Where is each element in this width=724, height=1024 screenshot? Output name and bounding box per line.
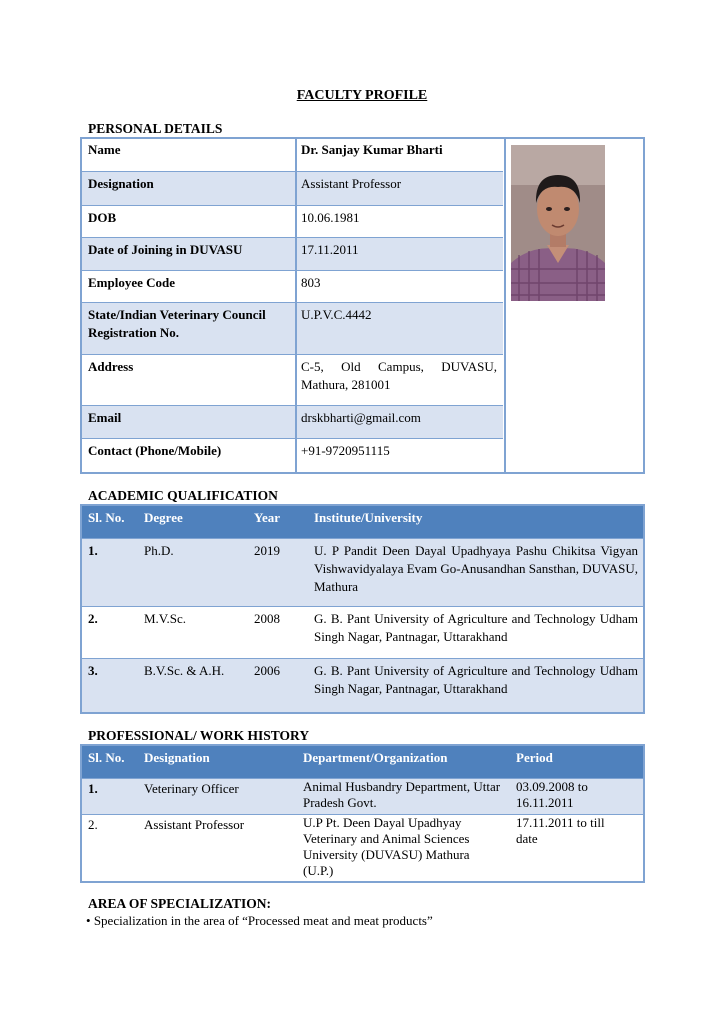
field-label: Name [88,142,121,157]
table-row [82,607,643,659]
degree: Ph.D. [144,543,174,558]
bullet: • [86,913,91,928]
work-history-heading: PROFESSIONAL/ WORK HISTORY [88,728,310,743]
profile-photo [511,145,605,301]
department: U.P Pt. Deen Dayal Upadhyay Veterinary and Animal Sciences University (DUVASU) Mathura (U.P.) [303,815,470,878]
field-value: C-5, Old Campus, DUVASU, Mathura, 281001 [301,359,497,392]
field-value: 10.06.1981 [301,210,360,225]
work-history-table [80,744,645,883]
institute: G. B. Pant University of Agriculture and Technology Udham Singh Nagar, Pantnagar, Uttarakhand [314,611,638,644]
field-value: Assistant Professor [301,176,402,191]
field-label: Employee Code [88,275,176,290]
field-value: drskbharti@gmail.com [301,410,421,425]
designation: Assistant Professor [144,817,245,832]
header-period: Period [516,750,553,765]
designation: Veterinary Officer [144,781,239,796]
page-title: FACULTY PROFILE [296,88,428,103]
field-label: Contact (Phone/Mobile) [88,443,222,458]
year: 2006 [254,663,280,678]
specialization-item [86,913,433,929]
specialization-heading: AREA OF SPECIALIZATION: [88,896,272,911]
field-value: +91-9720951115 [301,443,390,458]
degree: M.V.Sc. [144,611,187,626]
year: 2019 [254,543,280,558]
header-designation: Designation [144,750,210,765]
sl-no: 2. [88,817,98,832]
period: 03.09.2008 to 16.11.2011 [516,779,588,810]
field-label: Date of Joining in DUVASU [88,242,243,257]
header-sl-no: Sl. No. [88,510,125,525]
table-row [82,539,643,607]
personal-details-heading: PERSONAL DETAILS [88,121,223,136]
sl-no: 1. [88,543,98,558]
work-header-row [82,746,643,779]
academic-header-row [82,506,643,539]
field-label: Address [88,359,134,374]
year: 2008 [254,611,280,626]
table-row [82,779,643,815]
photo-image [511,145,605,301]
header-institute: Institute/University [314,510,423,525]
institute: U. P Pandit Deen Dayal Upadhyaya Pashu Chikitsa Vigyan Vishwavidyalaya Evam Go-Anusandhan Sansthan, DUVASU, Mathura [314,543,638,594]
field-value: U.P.V.C.4442 [301,307,372,322]
header-degree: Degree [144,510,183,525]
field-label: Designation [88,176,154,191]
department: Animal Husbandry Department, Uttar Pradesh Govt. [303,779,501,810]
field-value: 17.11.2011 [301,242,359,257]
sl-no: 3. [88,663,98,678]
field-label: Email [88,410,122,425]
sl-no: 2. [88,611,98,626]
academic-table [80,504,645,714]
field-value: Dr. Sanjay Kumar Bharti [301,142,443,157]
field-label: DOB [88,210,117,225]
header-year: Year [254,510,280,525]
sl-no: 1. [88,781,98,796]
degree: B.V.Sc. & A.H. [144,663,225,678]
field-value: 803 [301,275,321,290]
academic-qualification-heading: ACADEMIC QUALIFICATION [88,488,278,503]
personal-details-table [80,137,645,474]
table-row [82,659,643,712]
specialization-text: Specialization in the area of “Processed meat and meat products” [93,913,433,928]
period: 17.11.2011 to till date [516,815,605,846]
field-label: State/Indian Veterinary Council Registration No. [88,307,266,340]
institute: G. B. Pant University of Agriculture and Technology Udham Singh Nagar, Pantnagar, Uttarakhand [314,663,638,696]
table-row [82,815,643,881]
header-department: Department/Organization [303,750,448,765]
header-sl-no: Sl. No. [88,750,125,765]
